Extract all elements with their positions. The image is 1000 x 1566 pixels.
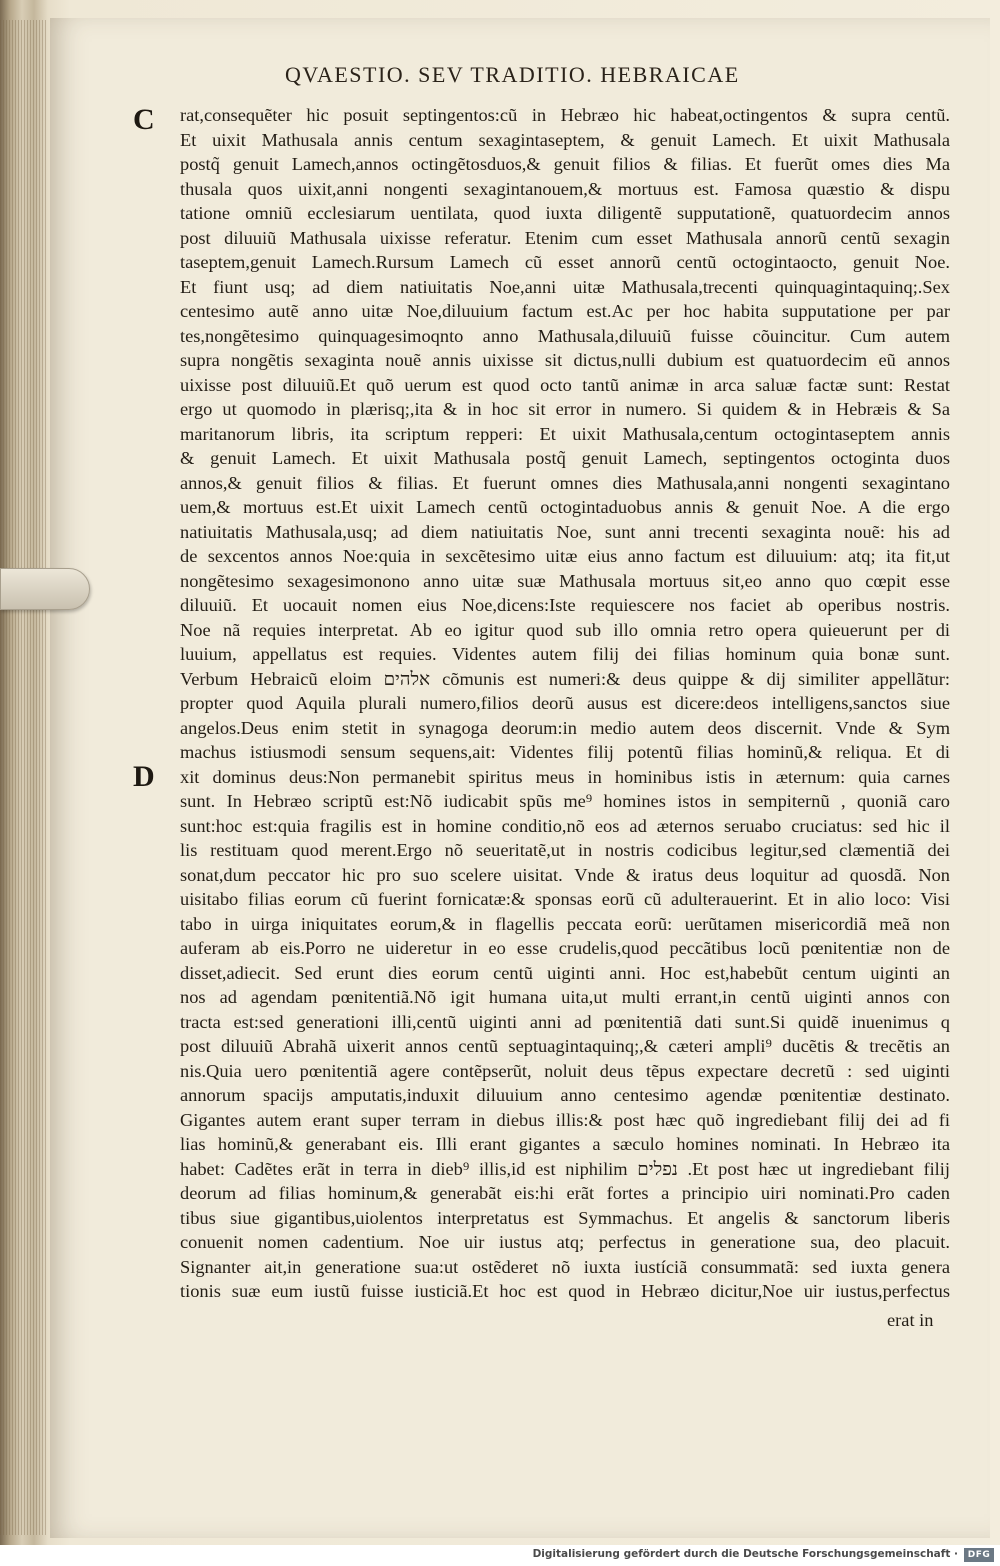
text-line: lis restituam quod merent.Ergo nõ seueritatẽ,ut in nostris codicibus legitur,sed clæmentiã dei — [180, 840, 950, 860]
text-line: deorum ad filias hominum,& generabãt eis:hi erãt fortes a principio uiri nominati.Pro caden — [180, 1183, 950, 1203]
text-line: tionis suæ eum iustũ fuisse iusticiã.Et hoc est quod in Hebræo dicitur,Noe uir iustus,perfectus — [180, 1281, 950, 1301]
funding-credit: Digitalisierung gefördert durch die Deutsche Forschungsgemeinschaft · — [532, 1548, 958, 1560]
text-line: rat,consequẽter hic posuit septingentos:cũ in Hebræo hic habeat,octingentos & supra centũ. — [180, 105, 950, 125]
text-line: Et uixit Mathusala annis centum sexagintaseptem, & genuit Lamech. Et uixit Mathusala — [180, 129, 950, 150]
text-line: tabo in uirga iniquitates eorum,& in flagellis peccata eorũ: uerũtamen misericordiã meã non — [180, 913, 950, 934]
text-line: post diluuiũ Mathusala uixisse referatur. Etenim cum esset Mathusala annorũ centũ sexagin — [180, 227, 950, 248]
text-line: uisitabo filias eorum cũ fuerint fornicatæ:& sponsas eorũ cũ adulterauerint. Et in alio loco: Visi — [180, 889, 950, 909]
text-line: de sexcentos annos Noe:quia in sexcẽtesimo uitæ eius anno factum est diluuium: atq; ita fit,ut — [180, 546, 950, 566]
text-line: & genuit Lamech. Et uixit Mathusala postq̃ genuit Lamech, septingentos octoginta duos — [180, 448, 950, 468]
text-line: propter quod Aquila plurali numero,filios deorũ ausus est dicere:deos intelligens,sanctos siue — [180, 693, 950, 713]
section-letter-d: D — [133, 760, 155, 793]
text-line: tes,nongẽtesimo quinquagesimoqnto anno Mathusala,diluuiũ fuisse cõuincitur. Cum autem — [180, 325, 950, 346]
text-line: sunt. In Hebræo scriptũ est:Nõ iudicabit spũs me⁹ homines istos in sempiternũ , quoniã caro — [180, 791, 950, 811]
section-letter-c: C — [133, 103, 155, 136]
page-edges — [0, 20, 48, 1535]
text-line: tibus siue gigantibus,uiolentos interpretatus est Symmachus. Et angelis & sanctorum liberis — [180, 1207, 950, 1228]
text-line: postq̃ genuit Lamech,annos octingẽtosduos,& genuit filios & filias. Et fuerũt omes dies Ma — [180, 154, 950, 174]
text-line: supra nongẽtis sexaginta nouẽ annis uixisse sit dictus,nulli dubium est quatuordecim eũ annos — [180, 350, 950, 370]
text-line: Verbum Hebraicũ eloim אלהים cõmunis est numeri:& deus quippe & dij similiter appellãtur: — [180, 668, 950, 689]
text-line: annos,& genuit filios & filias. Et fuerunt omnes dies Mathusala,anni nongenti sexagintano — [180, 472, 950, 493]
text-line: thusala quos uixit,anni nongenti sexagintanouem,& mortuus est. Famosa quæstio & dispu — [180, 178, 950, 199]
dfg-logo: DFG — [964, 1548, 994, 1562]
text-line: machus istiusmodi sensum sequens,ait: Videntes filij potentũ filias hominũ,& reliqua. Et di — [180, 742, 950, 762]
text-line: post diluuiũ Abrahã uixerit annos centũ septuagintaquinq;,& cæteri ampli⁹ ducẽtis & trecẽtis an — [180, 1036, 950, 1056]
bookmark-clip — [0, 568, 90, 610]
catchword: erat in — [887, 1310, 934, 1330]
text-line: luuium, appellatus est requies. Videntes autem filij dei filias hominum quia bonæ sunt. — [180, 644, 950, 664]
text-line: angelos.Deus enim stetit in synagoga deorum:in medio autem deos discernit. Vnde & Sym — [180, 717, 950, 738]
text-line: Et fiunt usq; ad diem natiuitatis Noe,anni uitæ Mathusala,trecenti quinquagintaquinq;.Sex — [180, 276, 950, 297]
body-text — [180, 103, 950, 1304]
text-line: ergo ut quomodo in plærisq;,ita & in hoc sit error in numero. Si quidem & in Hebræis & Sa — [180, 399, 950, 419]
text-line: sonat,dum peccator hic pro suo scelere uisitat. Vnde & iratus deus loquitur ad quosdã. Non — [180, 864, 950, 885]
text-line: maritanorum libris, ita scriptum repperi: Et uixit Mathusala,centum octogintaseptem annis — [180, 423, 950, 444]
text-line: xit dominus deus:Non permanebit spiritus meus in hominibus istis in æternum: quia carnes — [180, 766, 950, 787]
text-line: annorum spacijs amputatis,induxit diluuium anno centesimo agendæ pœnitentiæ destinato. — [180, 1085, 950, 1105]
text-line: tracta est:sed generationi illi,centũ uiginti anni ad pœnitentiã dati sunt.Si quidẽ inuenimus q — [180, 1011, 950, 1032]
text-line: uem,& mortuus est.Et uixit Lamech centũ octogintaduobus annis & genuit Noe. A die ergo — [180, 497, 950, 517]
text-line: natiuitatis Mathusala,usq; ad diem natiuitatis Noe, sunt anni trecenti sexaginta nouẽ: his ad — [180, 521, 950, 542]
text-line: nongẽtesimo sexagesimonono anno uitæ suæ Mathusala mortuus sit,eo anno quo cœpit esse — [180, 570, 950, 591]
text-line: Gigantes autem erant super terram in diebus illis:& post hæc quõ ingrediebant filij dei ad fi — [180, 1109, 950, 1130]
footer-bar — [0, 1545, 1000, 1566]
text-line: tatione omniũ ecclesiarum uentilata, quod iuxta diligentẽ supputationẽ, quatuordecim annos — [180, 203, 950, 223]
text-line: conuenit nomen cadentium. Noe uir iustus atq; perfectus in generatione sua, deo placuit. — [180, 1232, 950, 1252]
text-line: nos ad agendam pœnitentiã.Nõ igit humana uita,ut multi errant,in centũ uiginti annos con — [180, 987, 950, 1007]
text-line: centesimo autẽ anno uitæ Noe,diluuium factum est.Ac per hoc habita supputatione per par — [180, 301, 950, 321]
text-line: taseptem,genuit Lamech.Rursum Lamech cũ esset annorũ centũ octogintaocto, genuit Noe. — [180, 252, 950, 272]
text-line: sunt:hoc est:quia fragilis est in homine conditio,nõ eos ad æternos seruabo cruciatus: sed hic il — [180, 815, 950, 836]
text-line: auferam ab eis.Porro ne uideretur in eo esse crudelis,quod peccãtibus locũ pœnitentiæ non de — [180, 938, 950, 958]
text-line: habet: Cadẽtes erãt in terra in dieb⁹ illis,id est niphilim נפלים .Et post hæc ut ingrediebant filij — [180, 1158, 950, 1179]
text-line: Signanter ait,in generatione sua:ut ostẽderet nõ iuxta iustíciã consummatã: sed iuxta genera — [180, 1256, 950, 1277]
text-line: disset,adiecit. Sed erunt dies eorum centũ uiginti anni. Hoc est,habebũt centum uiginti an — [180, 962, 950, 983]
running-head: QVAESTIO. SEV TRADITIO. HEBRAICAE — [285, 62, 740, 87]
text-line: lias hominũ,& generabant eis. Illi erant gigantes a sæculo homines nominati. In Hebræo ita — [180, 1134, 950, 1154]
text-line: nis.Quia uero pœnitentiã agere contẽpserũt, noluit deus tẽpus expectare decretũ : sed uiginti — [180, 1060, 950, 1081]
text-line: Noe nã requies interpretat. Ab eo igitur quod sub illo omnia retro opera quieuerunt per di — [180, 619, 950, 640]
text-line: uixisse post diluuiũ.Et quõ uerum est quod octo tantũ animæ in arca saluæ factæ sunt: Restat — [180, 374, 950, 395]
text-line: diluuiũ. Et uocauit nomen eius Noe,dicens:Iste requiescere nos faciet ab operibus nostris. — [180, 595, 950, 615]
